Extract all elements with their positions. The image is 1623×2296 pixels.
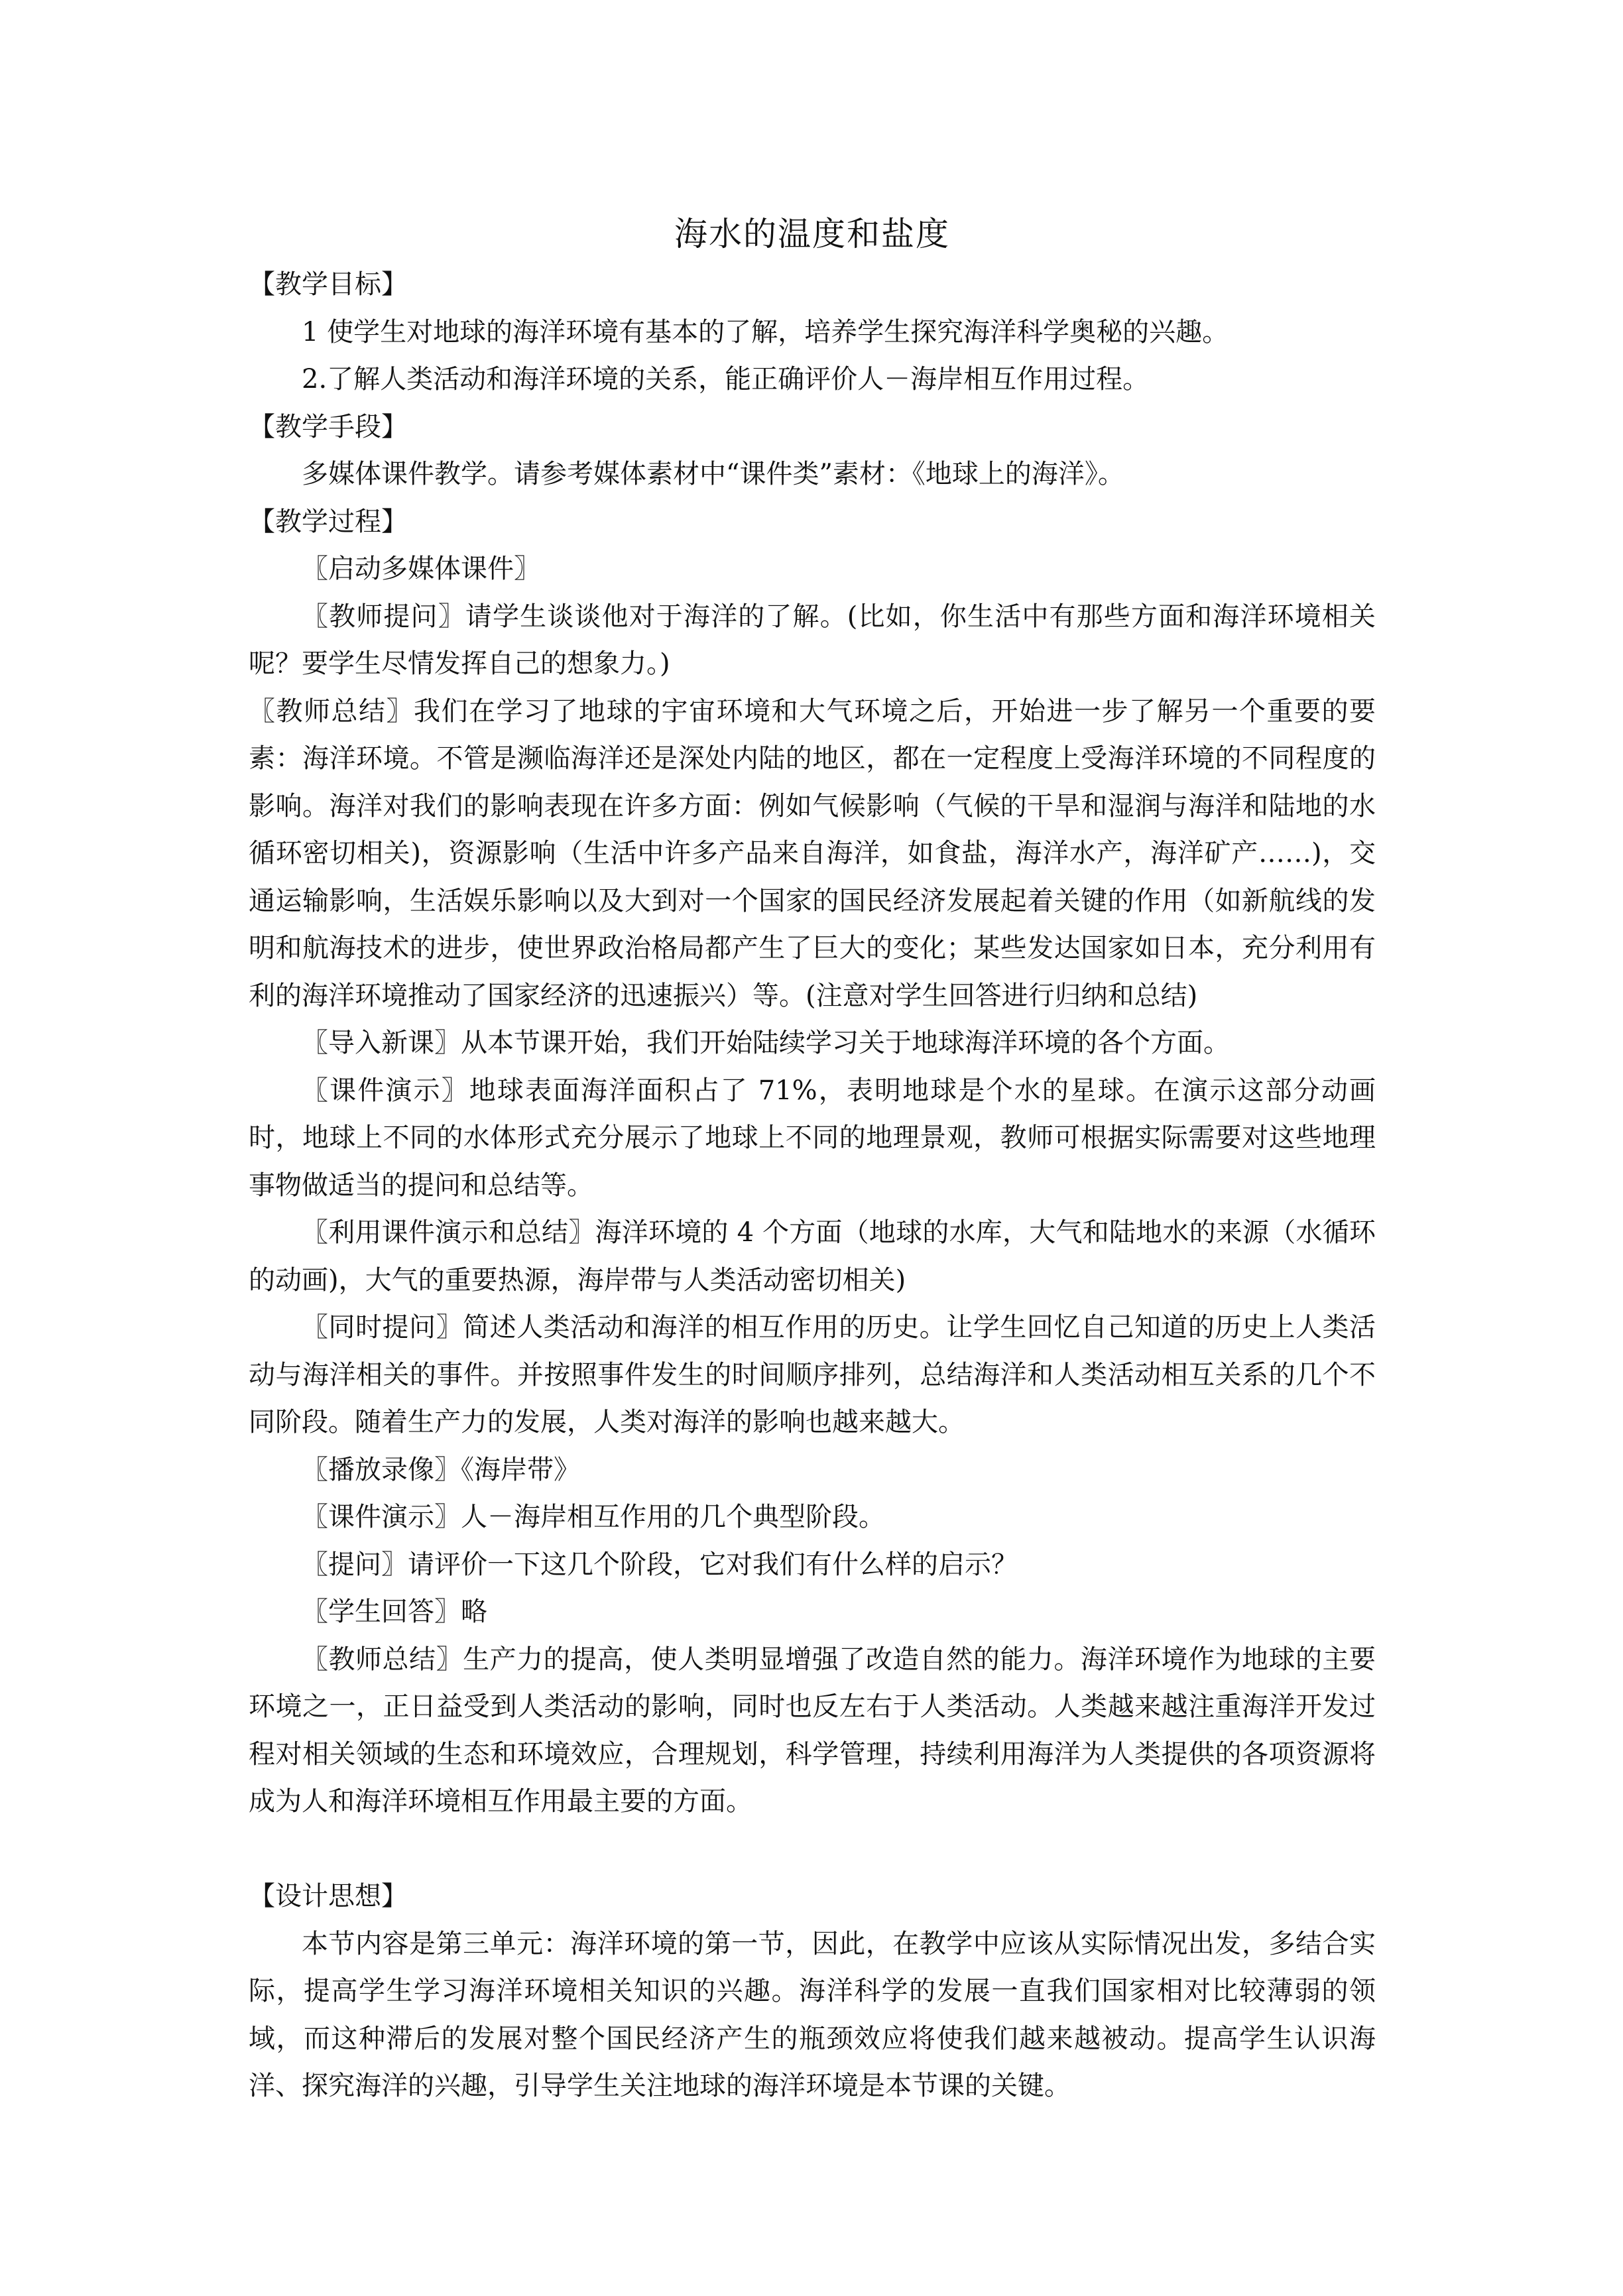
- process-paragraph-3: 〖教师总结〗我们在学习了地球的宇宙环境和大气环境之后，开始进一步了解另一个重要的要素：海洋环境。不管是濒临海洋还是深处内陆的地区，都在一定程度上受海洋环境的不同程度的影响。海洋对我们的影响表现在许多方面：例如气候影响（气候的干旱和湿润与海洋和陆地的水循环密切相关)，资源影响（生活中许多产品来自海洋，如食盐，海洋水产，海洋矿产……)，交通运输影响，生活娱乐影响以及大到对一个国家的国民经济发展起着关键的作用（如新航线的发明和航海技术的进步，使世界政治格局都产生了巨大的变化；某些发达国家如日本，充分利用有利的海洋环境推动了国家经济的迅速振兴）等。(注意对学生回答进行归纳和总结): [249, 695, 1376, 1011]
- objective-item-2: 2.了解人类活动和海洋环境的关系，能正确评价人－海岸相互作用过程。: [302, 364, 1150, 394]
- section-heading-design: 【设计思想】: [249, 1881, 408, 1911]
- means-paragraph: 多媒体课件教学。请参考媒体素材中“课件类”素材：《地球上的海洋》。: [302, 459, 1124, 489]
- section-heading-means: 【教学手段】: [249, 411, 408, 442]
- section-heading-process: 【教学过程】: [249, 506, 408, 537]
- process-paragraph-6: 〖利用课件演示和总结〗海洋环境的 4 个方面（地球的水库，大气和陆地水的来源（水循环的动画)，大气的重要热源，海岸带与人类活动密切相关): [249, 1217, 1376, 1296]
- process-paragraph-9: 〖课件演示〗人－海岸相互作用的几个典型阶段。: [302, 1502, 885, 1532]
- process-paragraph-8: 〖播放录像〗《海岸带》: [302, 1454, 580, 1485]
- section-heading-objectives: 【教学目标】: [249, 269, 408, 300]
- process-paragraph-11: 〖学生回答〗略: [302, 1597, 487, 1627]
- paragraph-spacer: [249, 1826, 1376, 1874]
- process-paragraph-12: 〖教师总结〗生产力的提高，使人类明显增强了改造自然的能力。海洋环境作为地球的主要环境之一，正日益受到人类活动的影响，同时也反左右于人类活动。人类越来越注重海洋开发过程对相关领域的生态和环境效应，合理规划，科学管理，持续利用海洋为人类提供的各项资源将成为人和海洋环境相互作用最主要的方面。: [249, 1644, 1376, 1817]
- document-page: [249, 211, 1376, 2110]
- design-paragraph: 本节内容是第三单元：海洋环境的第一节，因此，在教学中应该从实际情况出发，多结合实际，提高学生学习海洋环境相关知识的兴趣。海洋科学的发展一直我们国家相对比较薄弱的领域，而这种滞后的发展对整个国民经济产生的瓶颈效应将使我们越来越被动。提高学生认识海洋、探究海洋的兴趣，引导学生关注地球的海洋环境是本节课的关键。: [249, 1928, 1376, 2101]
- process-paragraph-2: 〖教师提问〗请学生谈谈他对于海洋的了解。(比如，你生活中有那些方面和海洋环境相关呢？要学生尽情发挥自己的想象力。): [249, 601, 1376, 679]
- process-paragraph-5: 〖课件演示〗地球表面海洋面积占了 71%，表明地球是个水的星球。在演示这部分动画时，地球上不同的水体形式充分展示了地球上不同的地理景观，教师可根据实际需要对这些地理事物做适当的提问和总结等。: [249, 1075, 1376, 1201]
- process-paragraph-7: 〖同时提问〗简述人类活动和海洋的相互作用的历史。让学生回忆自己知道的历史上人类活动与海洋相关的事件。并按照事件发生的时间顺序排列，总结海洋和人类活动相互关系的几个不同阶段。随着生产力的发展，人类对海洋的影响也越来越大。: [249, 1312, 1376, 1437]
- document-title: 海水的温度和盐度: [674, 215, 950, 253]
- process-paragraph-10: 〖提问〗请评价一下这几个阶段，它对我们有什么样的启示？: [302, 1549, 1018, 1580]
- process-paragraph-4: 〖导入新课〗从本节课开始，我们开始陆续学习关于地球海洋环境的各个方面。: [302, 1028, 1230, 1058]
- process-paragraph-1: 〖启动多媒体课件〗: [302, 554, 540, 584]
- objective-item-1: 1 使学生对地球的海洋环境有基本的了解，培养学生探究海洋科学奥秘的兴趣。: [302, 316, 1229, 347]
